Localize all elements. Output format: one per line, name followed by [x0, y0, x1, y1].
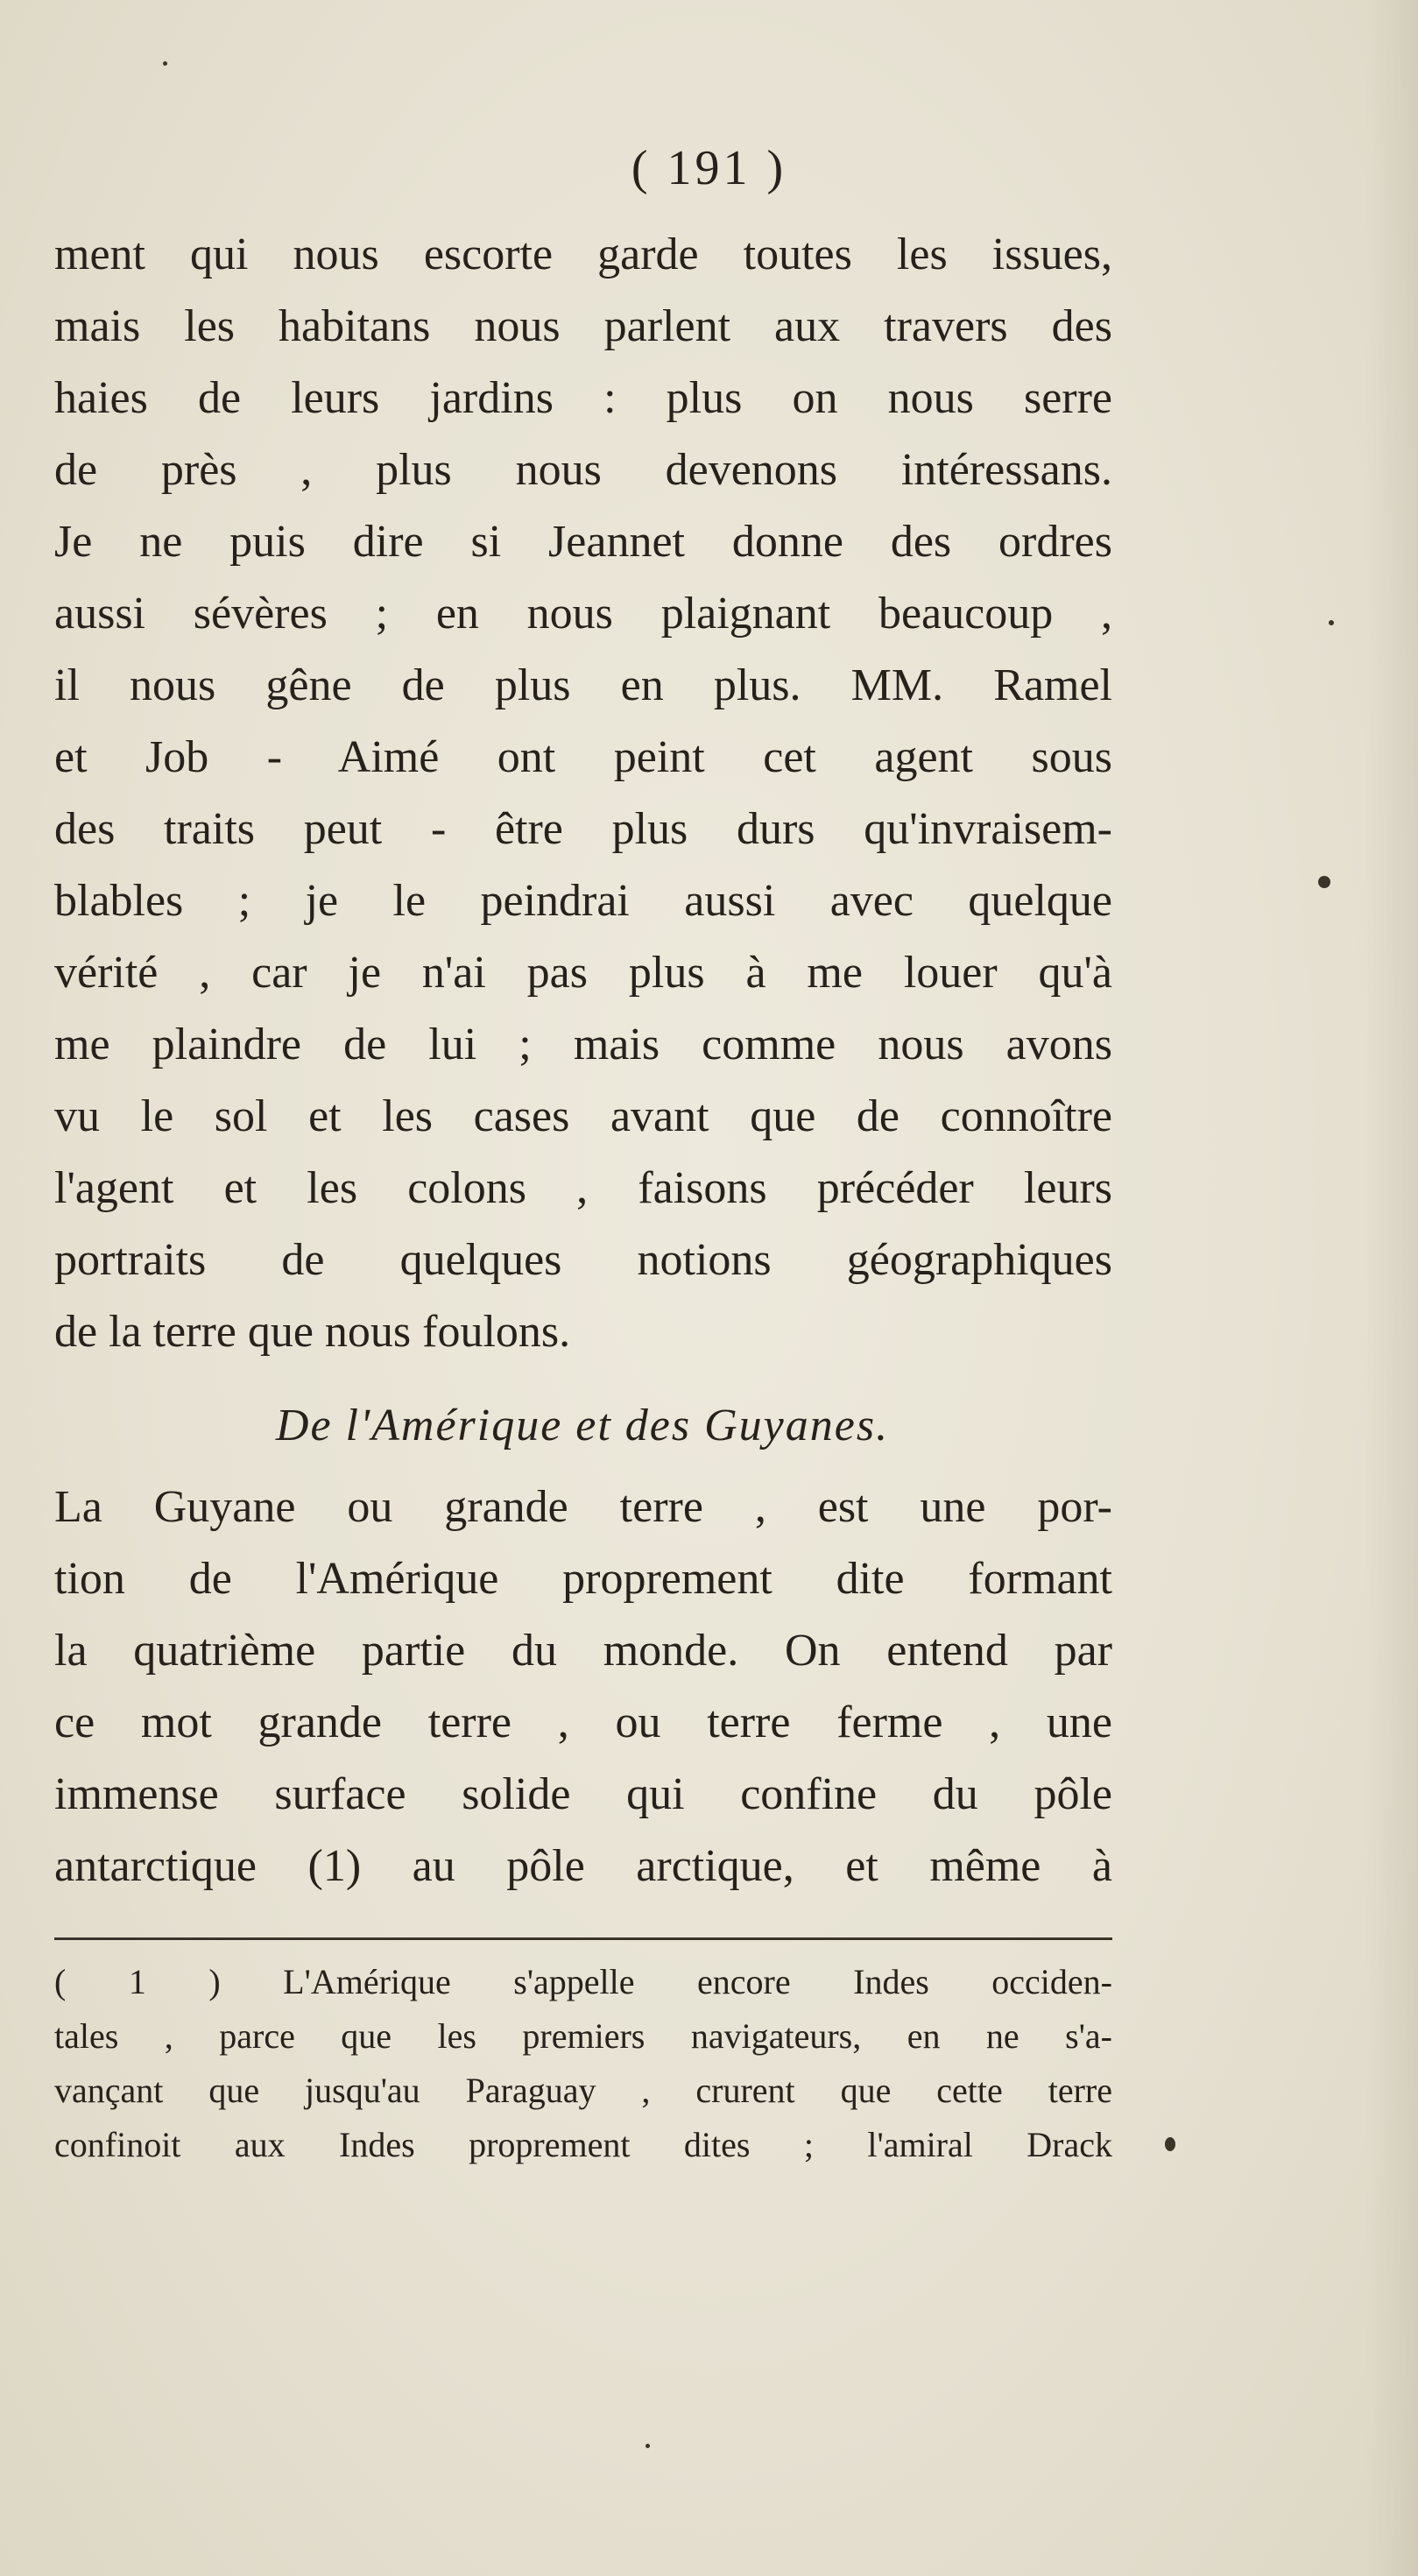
text-line: de la terre que nous foulons. [54, 1307, 571, 1357]
text-line: aussi sévères ; en nous plaignant beaucoup , [54, 589, 1112, 639]
text-line: blables ; je le peindrai aussi avec quelque [54, 876, 1112, 926]
footnote-line: confinoit aux Indes proprement dites ; l'amiral Drack [54, 2125, 1112, 2164]
text-line: vu le sol et les cases avant que de connoître [54, 1091, 1112, 1141]
section-paragraph [54, 1471, 1112, 1902]
page-edge-shading [1365, 0, 1418, 2576]
ink-speck [646, 2444, 650, 2448]
text-line: de près , plus nous devenons intéressans. [54, 445, 1112, 495]
text-line: l'agent et les colons , faisons précéder leurs [54, 1163, 1112, 1213]
footnote-line: ( 1 ) L'Amérique s'appelle encore Indes occiden- [54, 1962, 1112, 2001]
footnote-line: tales , parce que les premiers navigateurs, en ne s'a- [54, 2016, 1112, 2056]
ink-speck [1329, 620, 1334, 625]
text-line: des traits peut - être plus durs qu'invraisem- [54, 804, 1112, 854]
text-line: et Job - Aimé ont peint cet agent sous [54, 732, 1112, 782]
ink-speck [163, 61, 167, 66]
text-line: vérité , car je n'ai pas plus à me louer qu'à [54, 948, 1112, 998]
text-line: ce mot grande terre , ou terre ferme , une [54, 1697, 1112, 1747]
text-line: La Guyane ou grande terre , est une por- [54, 1482, 1112, 1532]
footnote [54, 1955, 1112, 2172]
text-line: portraits de quelques notions géographiques [54, 1235, 1112, 1285]
footnote-rule [54, 1937, 1112, 1940]
page-number-header: ( 191 ) [631, 141, 787, 195]
text-line: haies de leurs jardins : plus on nous serre [54, 373, 1112, 423]
text-line: mais les habitans nous parlent aux travers des [54, 301, 1112, 351]
section-heading: De l'Amérique et des Guyanes. [275, 1401, 890, 1450]
text-line: me plaindre de lui ; mais comme nous avons [54, 1020, 1112, 1069]
ink-speck [1165, 2137, 1175, 2151]
text-line: ment qui nous escorte garde toutes les issues, [54, 229, 1112, 279]
text-line: tion de l'Amérique proprement dite formant [54, 1554, 1112, 1604]
text-line: il nous gêne de plus en plus. MM. Ramel [54, 660, 1112, 710]
text-line: immense surface solide qui confine du pôle [54, 1769, 1112, 1819]
main-paragraph [54, 219, 1112, 1368]
footnote-line: vançant que jusqu'au Paraguay , crurent que cette terre [54, 2071, 1112, 2110]
text-line: Je ne puis dire si Jeannet donne des ordres [54, 517, 1112, 567]
ink-speck [1318, 876, 1330, 888]
text-line: antarctique (1) au pôle arctique, et même à [54, 1841, 1112, 1891]
text-line: la quatrième partie du monde. On entend par [54, 1626, 1112, 1676]
